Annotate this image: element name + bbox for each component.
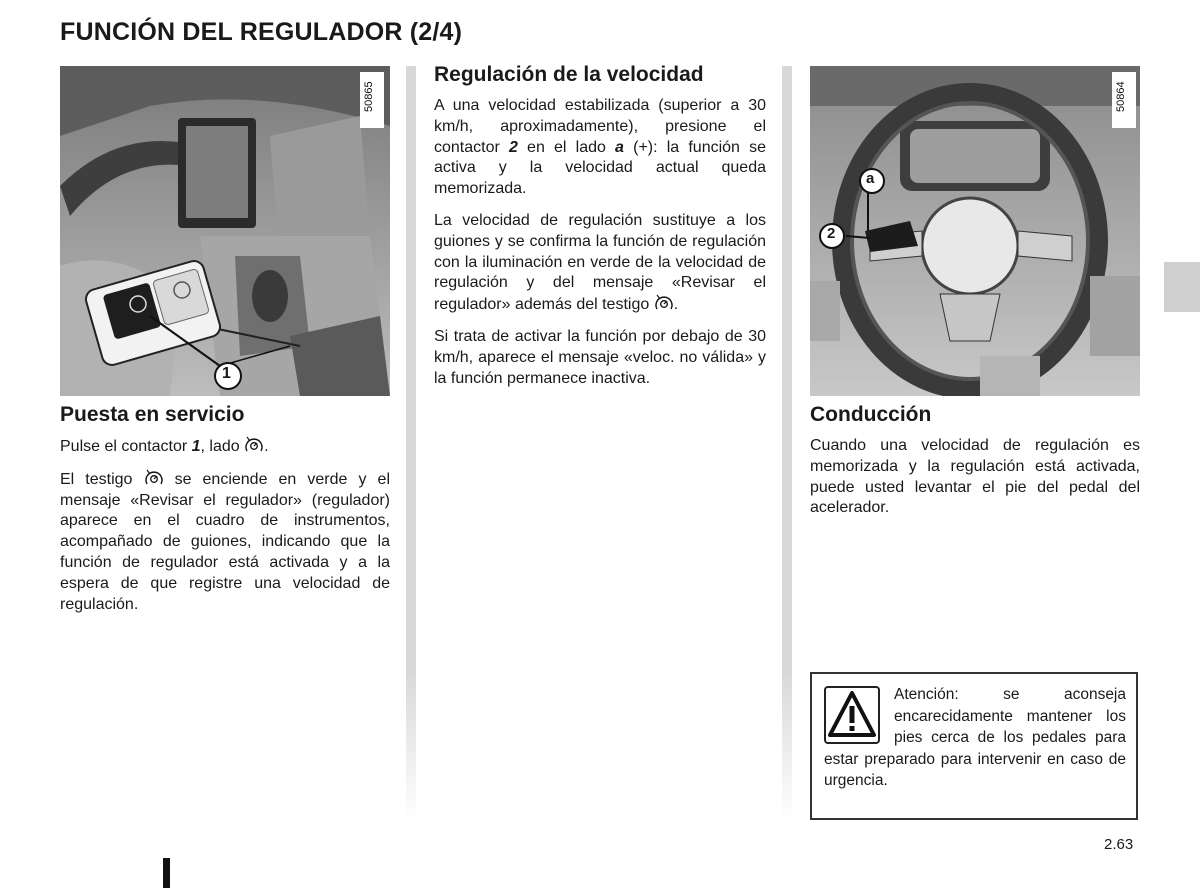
text-run: Pulse el contactor xyxy=(60,438,192,455)
text-run: A una velocidad estabilizada (superior a 30 km/h, aproximadamente), presione el contactor xyxy=(434,97,766,156)
paragraph: Cuando una velocidad de regulación es memorizada y la regulación está activada, puede usted levantar el pie del pedal del acelerador. xyxy=(810,437,1140,517)
callout-label: 1 xyxy=(222,365,231,382)
text-run: . xyxy=(673,296,679,314)
paragraph: Si trata de activar la función por debajo de 30 km/h, aparece el mensaje «veloc. no válida» y la función permanece inactiva. xyxy=(434,327,766,387)
section-heading: Regulación de la velocidad xyxy=(434,63,704,86)
figure-reference: 50864 xyxy=(1115,81,1127,112)
cruise-control-icon xyxy=(654,294,674,312)
contactor-number: 1 xyxy=(191,438,201,455)
figure-reference: 50865 xyxy=(363,81,375,112)
paragraph xyxy=(434,211,766,316)
callout-label: 2 xyxy=(827,225,836,242)
cruise-control-icon xyxy=(244,436,264,454)
section-heading: Puesta en servicio xyxy=(60,403,245,426)
text-run: , lado xyxy=(200,438,245,455)
column-divider xyxy=(406,66,416,822)
cruise-control-icon xyxy=(144,469,164,487)
column-divider xyxy=(782,66,792,822)
center-console-illustration xyxy=(60,66,390,396)
paragraph xyxy=(60,436,390,458)
text-run: en el lado xyxy=(517,138,616,156)
text-run: El testigo xyxy=(60,470,144,488)
steering-wheel-illustration xyxy=(810,66,1140,396)
page-marker xyxy=(163,858,170,888)
text-run: . xyxy=(264,438,269,455)
contactor-number: 2 xyxy=(508,138,518,156)
page-number: 2.63 xyxy=(1104,836,1134,853)
middle-column-body xyxy=(434,96,766,400)
warning-box xyxy=(810,672,1138,820)
page-title: FUNCIÓN DEL REGULADOR (2/4) xyxy=(60,18,463,46)
side-letter: a xyxy=(615,138,624,156)
paragraph xyxy=(60,469,390,616)
warning-text xyxy=(824,684,1126,792)
warning-message: Atención: se aconseja encarecidamente mantener los pies cerca de los pedales para estar preparado para intervenir en caso de urgencia. xyxy=(824,686,1126,789)
text-run: (+): la función se activa y la velocidad actual queda memorizada. xyxy=(434,138,766,198)
text-run: La velocidad de regulación sustituye a los guiones y se confirma la función de regulación con la iluminación en verde de la velocidad de regulación y del mensaje «Revisar el regulador» además del testigo xyxy=(434,211,766,314)
left-column-body xyxy=(60,436,390,626)
paragraph xyxy=(434,96,766,200)
section-tab xyxy=(1164,262,1200,312)
callout-label: a xyxy=(866,170,875,187)
section-heading: Conducción xyxy=(810,403,932,426)
text-run: se enciende en verde y el mensaje «Revisar el regulador» (regulador) aparece en el cuadro de instrumentos, acompañado de guiones, indicando que la función de regulador está activada y a la espera de que registre una velocidad de regulación. xyxy=(60,470,390,613)
right-column-body xyxy=(810,436,1140,530)
